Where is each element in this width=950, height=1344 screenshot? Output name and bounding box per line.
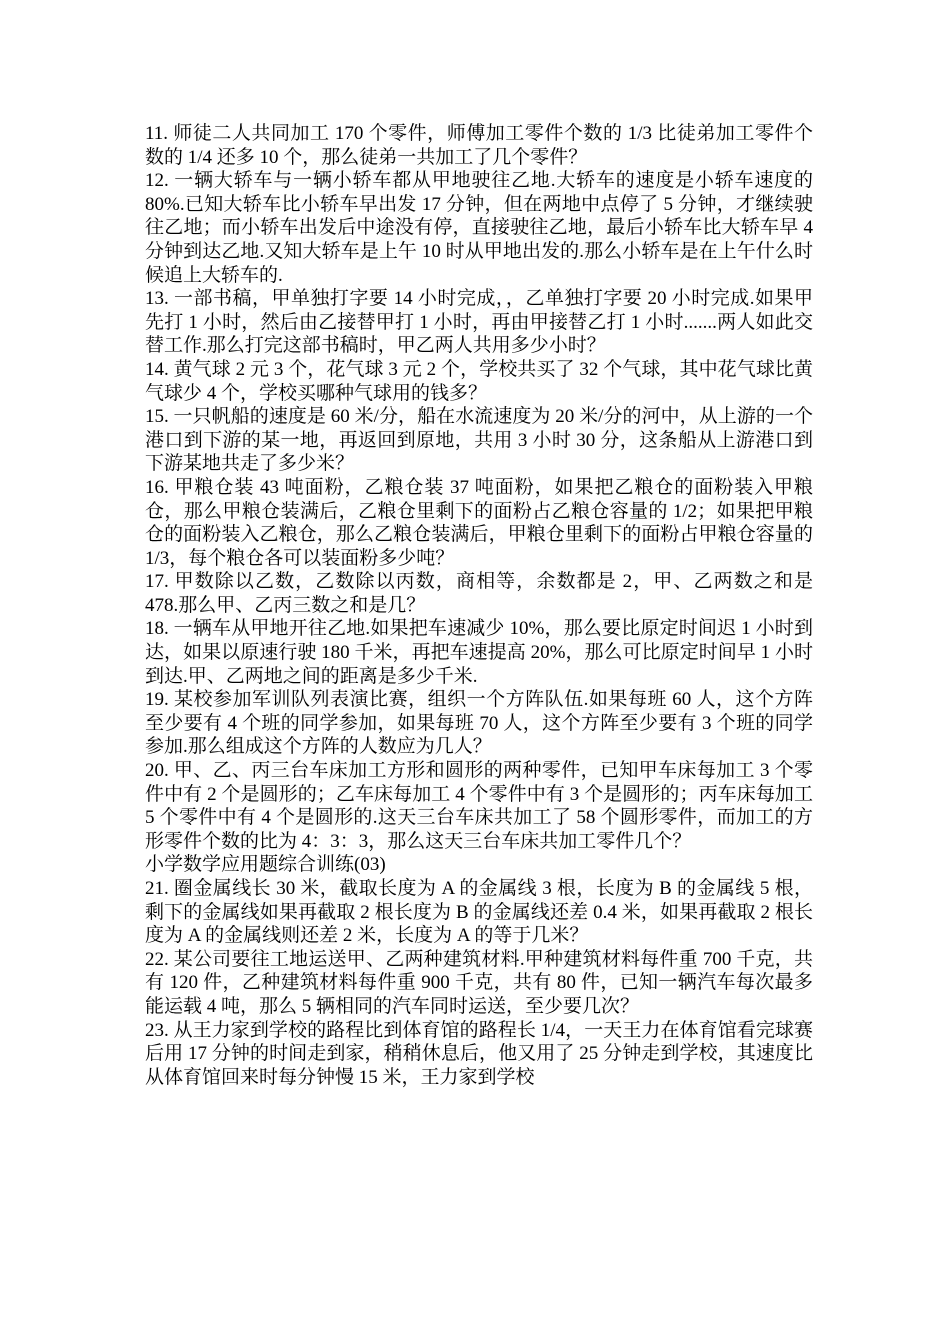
problem-20: 20. 甲、乙、丙三台车床加工方形和圆形的两种零件，已知甲车床每加工 3 个零件中有 2 个是圆形的；乙车床每加工 4 个零件中有 3 个是圆形的；丙车床每加工 5 个零件中有 4 个是圆形的.这天三台车床共加工了 58 个圆形零件，而加工的方形零件个数的比为 4：3：3，那么这天三台车床共加工零件几个？ <box>145 760 813 852</box>
problem-15: 15. 一只帆船的速度是 60 米/分，船在水流速度为 20 米/分的河中，从上游的一个港口到下游的某一地，再返回到原地，共用 3 小时 30 分，这条船从上游港口到下游某地共走了多少米？ <box>145 406 813 475</box>
problem-23: 23. 从王力家到学校的路程比到体育馆的路程长 1/4，一天王力在体育馆看完球赛后用 17 分钟的时间走到家，稍稍休息后，他又用了 25 分钟走到学校，其速度比从体育馆回来时每分钟慢 15 米，王力家到学校 <box>145 1019 813 1088</box>
problem-21: 21. 圈金属线长 30 米，截取长度为 A 的金属线 3 根，长度为 B 的金属线 5 根，剩下的金属线如果再截取 2 根长度为 B 的金属线还差 0.4 米，如果再截取 2 根长度为 A 的金属线则还差 2 米，长度为 A 的等于几米？ <box>145 878 813 947</box>
problem-16: 16. 甲粮仓装 43 吨面粉，乙粮仓装 37 吨面粉，如果把乙粮仓的面粉装入甲粮仓，那么甲粮仓装满后，乙粮仓里剩下的面粉占乙粮仓容量的 1/2；如果把甲粮仓的面粉装入乙粮仓，那么乙粮仓装满后，甲粮仓里剩下的面粉占甲粮仓容量的 1/3，每个粮仓各可以装面粉多少吨？ <box>145 476 813 569</box>
problem-11: 11. 师徒二人共同加工 170 个零件，师傅加工零件个数的 1/3 比徒弟加工零件个数的 1/4 还多 10 个，那么徒弟一共加工了几个零件？ <box>145 123 813 168</box>
problem-19: 19. 某校参加军训队列表演比赛，组织一个方阵队伍.如果每班 60 人，这个方阵至少要有 4 个班的同学参加，如果每班 70 人，这个方阵至少要有 3 个班的同学参加.那么组成这个方阵的人数应为几人？ <box>145 689 813 758</box>
section-title: 小学数学应用题综合训练(03) <box>145 854 386 876</box>
problem-18: 18. 一辆车从甲地开往乙地.如果把车速减少 10%，那么要比原定时间迟 1 小时到达，如果以原速行驶 180 千米，再把车速提高 20%，那么可比原定时间早 1 小时到达.甲、乙两地之间的距离是多少千米. <box>145 618 813 687</box>
problem-22: 22. 某公司要往工地运送甲、乙两种建筑材料.甲种建筑材料每件重 700 千克，共有 120 件，乙种建筑材料每件重 900 千克，共有 80 件，已知一辆汽车每次最多能运载 4 吨，那么 5 辆相同的汽车同时运送，至少要几次？ <box>145 948 813 1017</box>
document-page <box>145 122 813 1089</box>
problem-12: 12. 一辆大轿车与一辆小轿车都从甲地驶往乙地.大轿车的速度是小轿车速度的 80%.已知大轿车比小轿车早出发 17 分钟，但在两地中点停了 5 分钟，才继续驶往乙地；而小轿车出发后中途没有停，直接驶往乙地，最后小轿车比大轿车早 4 分钟到达乙地.又知大轿车是上午 10 时从甲地出发的.那么小轿车是在上午什么时候追上大轿车的. <box>145 170 813 286</box>
problem-14: 14. 黄气球 2 元 3 个，花气球 3 元 2 个，学校共买了 32 个气球，其中花气球比黄气球少 4 个，学校买哪种气球用的钱多？ <box>145 358 813 404</box>
problem-13: 13. 一部书稿，甲单独打字要 14 小时完成，，乙单独打字要 20 小时完成.如果甲先打 1 小时，然后由乙接替甲打 1 小时，再由甲接替乙打 1 小时.......两人如此交替工作.那么打完这部书稿时，甲乙两人共用多少小时？ <box>145 288 813 357</box>
problem-17: 17. 甲数除以乙数，乙数除以丙数，商相等，余数都是 2，甲、乙两数之和是 478.那么甲、乙丙三数之和是几？ <box>145 571 813 616</box>
